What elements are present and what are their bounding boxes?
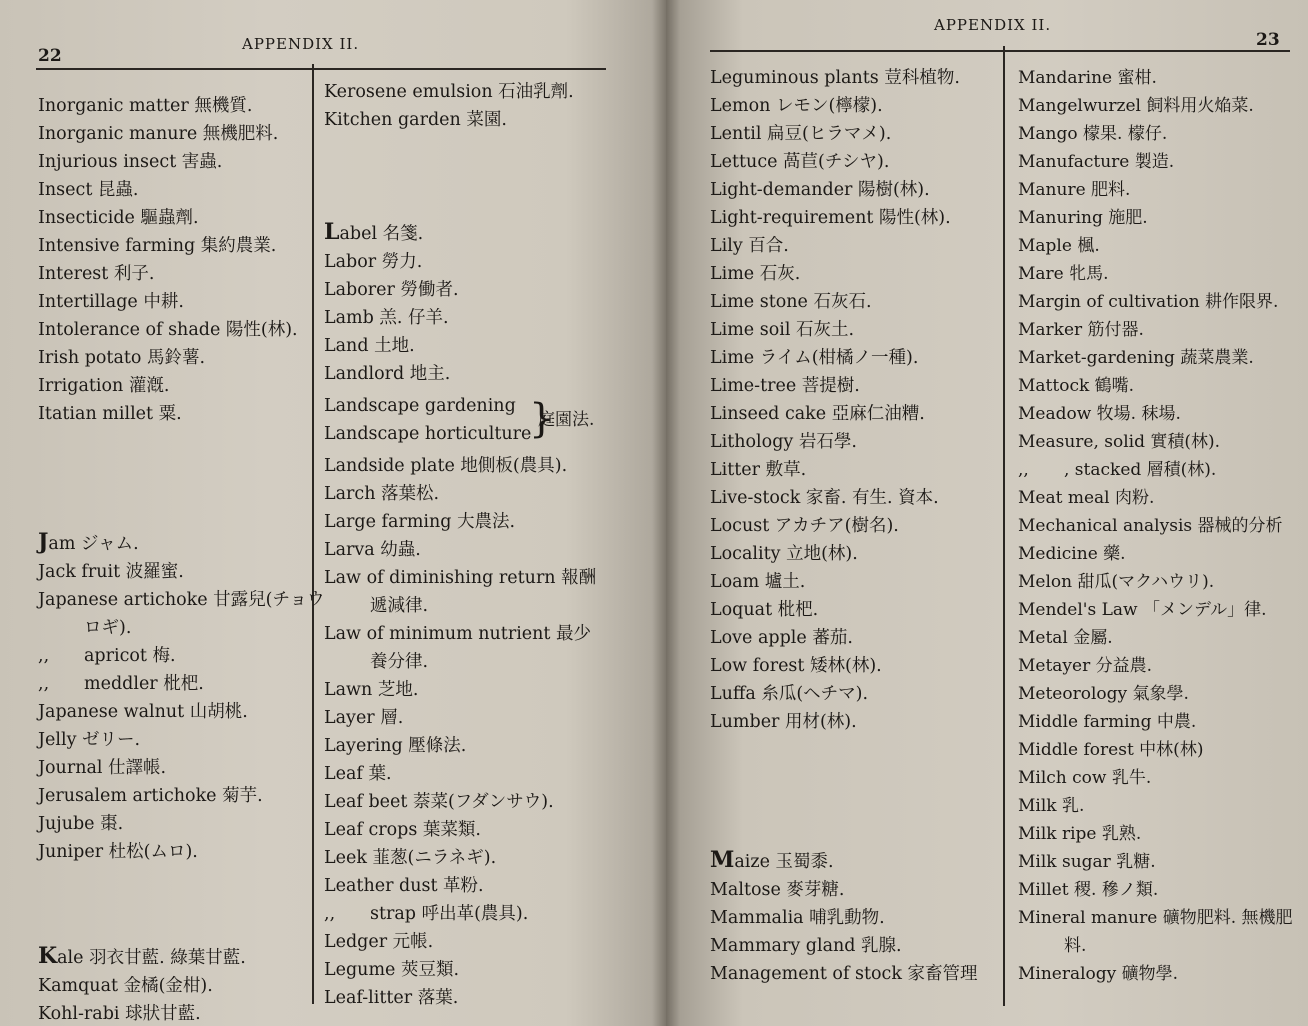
glossary-entry [38,558,308,586]
entry-text: Locality 立地(林). [710,544,858,564]
glossary-entry [38,316,308,344]
glossary-entry [38,148,308,176]
glossary-entry [710,456,1000,484]
entry-text: Lithology 岩石學. [710,432,857,452]
glossary-entry [710,372,1000,400]
glossary-entry [710,596,1000,624]
entry-text: Larva 幼蟲. [324,540,421,560]
entry-text: Land 土地. [324,336,415,356]
glossary-entry [710,904,1000,932]
glossary-entry [324,816,624,844]
entry-text: Intensive farming 集約農業. [38,236,277,256]
glossary-entry [710,92,1000,120]
header-rule [710,50,1290,52]
glossary-entry [324,844,624,872]
entry-text: Manure 肥料. [1018,180,1131,200]
glossary-entry [38,972,308,1000]
glossary-entry [1018,120,1306,148]
glossary-entry [710,540,1000,568]
entry-text: Leaf-litter 落葉. [324,988,459,1008]
entry-text: Law of diminishing return 報酬 [324,568,597,588]
glossary-entry [324,900,624,928]
entry-text: Japanese walnut 山胡桃. [38,702,248,722]
ditto-mark: ,, [1018,460,1029,480]
glossary-entry [38,942,308,972]
glossary-entry [1018,288,1306,316]
section-initial: J [38,529,49,555]
entry-text: Laborer 勞働者. [324,280,459,300]
entry-text: Maltose 麥芽糖. [710,880,845,900]
glossary-entry [324,704,624,732]
column-divider [1003,46,1005,1006]
entry-text: Measure, solid 實積(林). [1018,432,1221,452]
glossary-entry [38,642,308,670]
glossary-entry [1018,764,1306,792]
glossary-entry [1018,568,1306,596]
glossary-entry [1018,624,1306,652]
glossary-entry [1018,64,1306,92]
glossary-entry [324,106,624,134]
glossary-entry [324,984,624,1012]
glossary-entry [324,78,624,106]
entry-text: Layer 層. [324,708,404,728]
glossary-entry [710,260,1000,288]
entry-text: Mango 檬果. 檬仔. [1018,124,1168,144]
entry-text: Metayer 分益農. [1018,656,1153,676]
glossary-entry [324,248,624,276]
glossary-entry [710,428,1000,456]
entry-text: Lemon レモン(檸檬). [710,96,883,116]
entry-text: apricot 梅. [84,646,176,666]
entry-text: Japanese artichoke 甘露兒(チョウ [38,590,325,610]
glossary-entry [1018,680,1306,708]
entry-text: 料. [1064,936,1087,956]
entry-text: Medicine 藥. [1018,544,1126,564]
entry-text: ロギ). [84,618,132,638]
glossary-entry [38,176,308,204]
glossary-entry [324,956,624,984]
entry-text: Lamb 羔. 仔羊. [324,308,449,328]
entry-text: Low forest 矮林(林). [710,656,882,676]
entry-text: , stacked 層積(林). [1064,460,1217,480]
entry-text: Luffa 糸瓜(ヘチマ). [710,684,869,704]
glossary-entry [710,148,1000,176]
running-head: APPENDIX II. [934,16,1052,34]
glossary-entry [38,614,308,642]
entry-text: Jelly ゼリー. [38,730,141,750]
entry-text: Lime 石灰. [710,264,801,284]
entry-text: Large farming 大農法. [324,512,516,532]
glossary-entry [1018,92,1306,120]
entry-text: Loam 壚土. [710,572,806,592]
entry-text: Light-requirement 陽性(林). [710,208,951,228]
glossary-entry [710,232,1000,260]
entry-text: strap 呼出革(農具). [370,904,529,924]
glossary-entry [38,726,308,754]
entry-text: Leek 韮葱(ニラネギ). [324,848,497,868]
entry-text: Love apple 蕃茄. [710,628,853,648]
entry-text: Linseed cake 亞麻仁油糟. [710,404,925,424]
section-initial: M [710,847,735,873]
entry-text: Live-stock 家畜. 有生. 資本. [710,488,939,508]
glossary-entry [710,624,1000,652]
entry-text: abel 名箋. [339,224,424,244]
glossary-entry [324,452,624,480]
entry-text: Larch 落葉松. [324,484,440,504]
entry-text: Management of stock 家畜管理 [710,964,978,984]
entry-text: Jerusalem artichoke 菊芋. [38,786,263,806]
entry-text: Leaf 葉. [324,764,392,784]
entry-line: Landscape gardening [324,396,516,416]
glossary-entry [1018,540,1306,568]
glossary-entry [38,838,308,866]
glossary-entry [324,480,624,508]
glossary-entry [1018,232,1306,260]
column-2 [324,78,624,1012]
glossary-entry [38,810,308,838]
entry-text: Leather dust 革粉. [324,876,484,896]
glossary-entry [324,872,624,900]
glossary-entry [38,670,308,698]
glossary-entry [1018,484,1306,512]
glossary-entry [324,276,624,304]
entry-text: Legume 莢豆類. [324,960,460,980]
entry-text: Intolerance of shade 陽性(林). [38,320,298,340]
entry-text: am ジャム. [48,534,139,554]
entry-text: Metal 金屬. [1018,628,1113,648]
entry-text: Law of minimum nutrient 最少 [324,624,592,644]
entry-text: Mangelwurzel 飼料用火焔菜. [1018,96,1254,116]
glossary-entry [38,528,308,558]
glossary-entry [710,652,1000,680]
entry-text: Mattock 鶴嘴. [1018,376,1135,396]
entry-text: Mandarine 蜜柑. [1018,68,1157,88]
entry-text: Irish potato 馬鈴薯. [38,348,206,368]
entry-line: Landscape horticulture [324,424,532,444]
entry-text: Jack fruit 波羅蜜. [38,562,184,582]
ditto-mark: ,, [324,904,336,924]
glossary-entry [38,92,308,120]
entry-text: Kamquat 金橘(金柑). [38,976,213,996]
brace-term: 庭園法. [538,410,595,430]
glossary-entry [710,120,1000,148]
glossary-entry [1018,652,1306,680]
glossary-entry [38,232,308,260]
column-divider [312,64,314,1004]
entry-text: Marker 筋付器. [1018,320,1144,340]
entry-text: Kitchen garden 菜園. [324,110,507,130]
glossary-entry [324,648,624,676]
glossary-entry [710,288,1000,316]
glossary-entry [324,592,624,620]
entry-text: Margin of cultivation 耕作限界. [1018,292,1279,312]
entry-text: Inorganic matter 無機質. [38,96,253,116]
glossary-entry [1018,344,1306,372]
glossary-entry [38,372,308,400]
entry-text: Lime stone 石灰石. [710,292,872,312]
entry-text: Litter 敷草. [710,460,807,480]
entry-text: Milk ripe 乳熟. [1018,824,1142,844]
glossary-entry [324,536,624,564]
entry-text: Middle forest 中林(林) [1018,740,1204,760]
glossary-entry [710,64,1000,92]
glossary-entry [1018,960,1306,988]
glossary-entry [38,754,308,782]
column-4 [1018,64,1306,988]
column-3 [710,64,1000,988]
entry-text: Leaf beet 萘菜(フダンサウ). [324,792,554,812]
glossary-entry [1018,596,1306,624]
ditto-mark: ,, [38,646,50,666]
entry-text: Mammary gland 乳腺. [710,936,902,956]
brace-group [324,392,624,448]
glossary-entry [1018,512,1306,540]
entry-text: Leguminous plants 荳科植物. [710,68,960,88]
glossary-entry [38,288,308,316]
glossary-entry [710,512,1000,540]
entry-text: Mineralogy 礦物學. [1018,964,1179,984]
entry-text: meddler 枇杷. [84,674,204,694]
glossary-entry [324,928,624,956]
glossary-entry [1018,820,1306,848]
entry-text: Lumber 用材(林). [710,712,857,732]
glossary-entry [38,204,308,232]
section-initial: L [324,219,340,245]
entry-text: Landside plate 地側板(農具). [324,456,568,476]
glossary-entry [710,484,1000,512]
entry-text: aize 玉蜀黍. [734,852,834,872]
brace-glyph: } [529,396,555,442]
entry-text: Lime ライム(柑橘ノ一種). [710,348,919,368]
entry-text: 養分律. [370,652,429,672]
glossary-entry [1018,792,1306,820]
glossary-entry [324,760,624,788]
page-number: 22 [38,46,62,66]
header-rule [36,68,606,70]
entry-text: Lawn 芝地. [324,680,419,700]
entry-text: Itatian millet 粟. [38,404,182,424]
glossary-entry [324,676,624,704]
glossary-entry [324,508,624,536]
glossary-entry [1018,260,1306,288]
glossary-entry [38,120,308,148]
entry-text: Injurious insect 害蟲. [38,152,223,172]
glossary-entry [1018,876,1306,904]
glossary-entry [710,344,1000,372]
entry-text: Mare 牝馬. [1018,264,1109,284]
glossary-entry [324,360,624,388]
glossary-entry [1018,316,1306,344]
glossary-entry [38,782,308,810]
page-number: 23 [1256,30,1280,50]
entry-text: Milk 乳. [1018,796,1085,816]
entry-text: Ledger 元帳. [324,932,434,952]
glossary-entry [1018,204,1306,232]
glossary-entry [710,204,1000,232]
glossary-entry [1018,148,1306,176]
entry-text: Layering 壓條法. [324,736,467,756]
entry-text: Manufacture 製造. [1018,152,1175,172]
glossary-entry [38,586,325,614]
ditto-mark: ,, [38,674,50,694]
entry-text: Lime-tree 菩提樹. [710,376,860,396]
entry-text: Leaf crops 葉菜類. [324,820,481,840]
glossary-entry [1018,176,1306,204]
entry-text: Millet 稷. 穇ノ類. [1018,880,1159,900]
glossary-entry [324,788,624,816]
entry-text: Interest 利子. [38,264,155,284]
entry-text: Lettuce 萵苣(チシヤ). [710,152,890,172]
glossary-entry [324,218,624,248]
entry-text: Lime soil 石灰土. [710,320,855,340]
entry-text: ale 羽衣甘藍. 綠葉甘藍. [57,948,246,968]
glossary-entry [710,932,1000,960]
glossary-entry [710,680,1000,708]
entry-text: Mineral manure 礦物肥料. 無機肥 [1018,908,1293,928]
glossary-entry [38,260,308,288]
glossary-entry [1018,456,1306,484]
entry-text: Meadow 牧場. 秣場. [1018,404,1181,424]
entry-text: Manuring 施肥. [1018,208,1148,228]
glossary-entry [1018,904,1306,932]
entry-text: Kerosene emulsion 石油乳劑. [324,82,574,102]
entry-text: Irrigation 灌漑. [38,376,170,396]
entry-text: Jujube 棗. [38,814,124,834]
gutter-shadow [652,0,680,1026]
entry-text: Milk sugar 乳糖. [1018,852,1156,872]
glossary-entry [38,698,308,726]
entry-text: Insecticide 驅蟲劑. [38,208,199,228]
column-1 [38,92,325,1026]
entry-text: Kohl-rabi 球狀甘藍. [38,1004,201,1024]
glossary-entry [710,960,1000,988]
entry-text: Mechanical analysis 器械的分析 [1018,516,1283,536]
entry-text: Lentil 扁豆(ヒラマメ). [710,124,892,144]
glossary-entry [38,344,308,372]
entry-text: Locust アカチア(樹名). [710,516,899,536]
glossary-entry [1018,400,1306,428]
glossary-entry [324,304,624,332]
entry-text: Journal 仕譯帳. [38,758,167,778]
glossary-entry [1018,372,1306,400]
entry-text: Maple 楓. [1018,236,1100,256]
glossary-entry [1018,708,1306,736]
entry-text: Mammalia 哺乳動物. [710,908,885,928]
entry-text: Market-gardening 蔬菜農業. [1018,348,1254,368]
entry-text: Mendel's Law 「メンデル」律. [1018,600,1267,620]
glossary-entry [1018,736,1306,764]
glossary-entry [710,846,1000,876]
section-initial: K [38,943,58,969]
entry-text: 遞減律. [370,596,429,616]
entry-text: Labor 勞力. [324,252,423,272]
entry-text: Meteorology 氣象學. [1018,684,1189,704]
glossary-entry [324,732,624,760]
glossary-entry [1018,428,1306,456]
entry-text: Light-demander 陽樹(林). [710,180,930,200]
glossary-entry [710,876,1000,904]
entry-text: Milch cow 乳牛. [1018,768,1152,788]
entry-text: Melon 甜瓜(マクハウリ). [1018,572,1215,592]
glossary-entry [710,568,1000,596]
glossary-entry [324,332,624,360]
entry-text: Loquat 枇杷. [710,600,819,620]
entry-text: Intertillage 中耕. [38,292,184,312]
glossary-entry [1018,932,1306,960]
glossary-entry [38,1000,308,1026]
glossary-entry [1018,848,1306,876]
glossary-entry [710,316,1000,344]
running-head: APPENDIX II. [242,35,360,53]
entry-text: Meat meal 肉粉. [1018,488,1155,508]
glossary-entry [710,708,1000,736]
right-page [666,0,1308,1026]
entry-text: Middle farming 中農. [1018,712,1197,732]
entry-text: Inorganic manure 無機肥料. [38,124,279,144]
glossary-entry [38,400,308,428]
entry-text: Landlord 地主. [324,364,451,384]
glossary-entry [710,176,1000,204]
entry-text: Juniper 杜松(ムロ). [38,842,198,862]
glossary-entry [324,564,624,592]
glossary-entry [710,400,1000,428]
entry-text: Insect 昆蟲. [38,180,139,200]
glossary-entry [324,620,624,648]
entry-text: Lily 百合. [710,236,789,256]
